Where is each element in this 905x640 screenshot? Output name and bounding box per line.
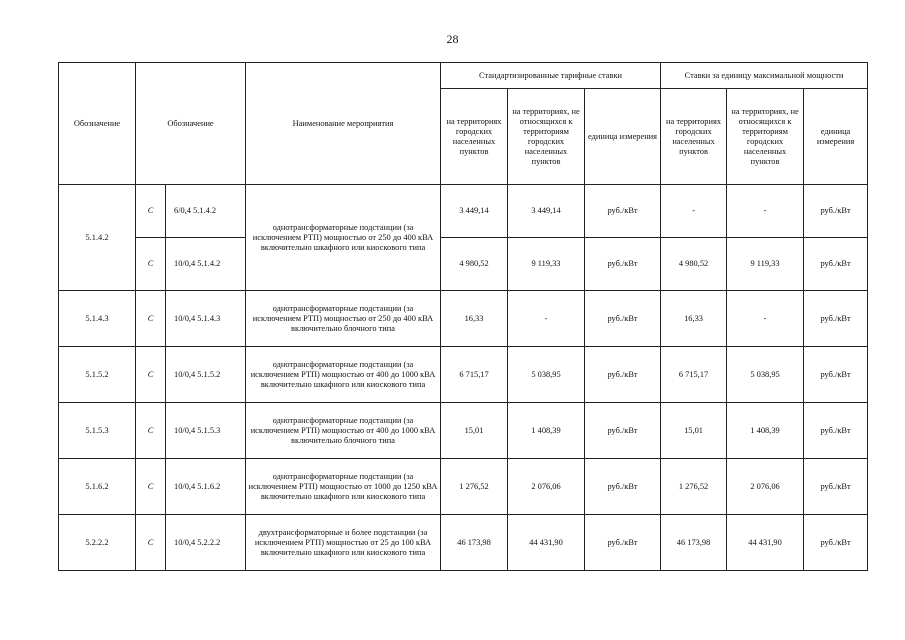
max-unit: руб./кВт (804, 291, 868, 347)
max-urban-value: 1 276,52 (661, 459, 727, 515)
symbol-c: С (136, 403, 166, 459)
max-nonurban-value: 2 076,06 (727, 459, 804, 515)
max-urban-value: 16,33 (661, 291, 727, 347)
max-nonurban-value: 44 431,90 (727, 515, 804, 571)
symbol-c: С (136, 515, 166, 571)
sub-code: 10/0,4 5.1.5.2 (166, 347, 246, 403)
header-std-unit: единица измерения (585, 89, 661, 185)
std-unit: руб./кВт (585, 403, 661, 459)
max-unit: руб./кВт (804, 347, 868, 403)
header-max-unit: единица измерения (804, 89, 868, 185)
std-unit: руб./кВт (585, 459, 661, 515)
row-code: 5.1.4.3 (59, 291, 136, 347)
measure-name: однотрансформаторные подстанции (за исключением РТП) мощностью от 400 до 1000 кВА включительно блочного типа (246, 403, 441, 459)
table-row (59, 291, 868, 347)
measure-name: однотрансформаторные подстанции (за исключением РТП) мощностью от 1000 до 1250 кВА включительно шкафного или киоскового типа (246, 459, 441, 515)
row-code: 5.1.5.3 (59, 403, 136, 459)
row-code: 5.2.2.2 (59, 515, 136, 571)
measure-name: однотрансформаторные подстанции (за исключением РТП) мощностью от 250 до 400 кВА включительно блочного типа (246, 291, 441, 347)
page-number: 28 (446, 32, 459, 46)
std-urban-value: 15,01 (441, 403, 508, 459)
row-code: 5.1.4.2 (59, 185, 136, 291)
max-nonurban-value: - (727, 291, 804, 347)
symbol-c: С (136, 291, 166, 347)
header-std-urban: на территориях городских населенных пунктов (441, 89, 508, 185)
header-max-power-rates: Ставки за единицу максимальной мощности (661, 63, 868, 89)
table-row (59, 238, 868, 291)
header-std-nonurban: на территориях, не относящихся к территориям городских населенных пунктов (508, 89, 585, 185)
symbol-c: С (136, 238, 166, 291)
table-row (59, 515, 868, 571)
max-nonurban-value: - (727, 185, 804, 238)
std-nonurban-value: - (508, 291, 585, 347)
std-nonurban-value: 1 408,39 (508, 403, 585, 459)
max-urban-value: - (661, 185, 727, 238)
table-row (59, 459, 868, 515)
symbol-c: С (136, 459, 166, 515)
std-unit: руб./кВт (585, 347, 661, 403)
measure-name: однотрансформаторные подстанции (за исключением РТП) мощностью от 400 до 1000 кВА включительно шкафного или киоскового типа (246, 347, 441, 403)
max-urban-value: 6 715,17 (661, 347, 727, 403)
std-urban-value: 1 276,52 (441, 459, 508, 515)
header-max-urban: на территориях городских населенных пунктов (661, 89, 727, 185)
std-unit: руб./кВт (585, 238, 661, 291)
std-nonurban-value: 9 119,33 (508, 238, 585, 291)
max-urban-value: 4 980,52 (661, 238, 727, 291)
max-nonurban-value: 9 119,33 (727, 238, 804, 291)
max-unit: руб./кВт (804, 459, 868, 515)
row-code: 5.1.5.2 (59, 347, 136, 403)
max-unit: руб./кВт (804, 185, 868, 238)
header-standard-rates: Стандартизированные тарифные ставки (441, 63, 661, 89)
sub-code: 10/0,4 5.1.4.3 (166, 291, 246, 347)
max-urban-value: 46 173,98 (661, 515, 727, 571)
std-nonurban-value: 44 431,90 (508, 515, 585, 571)
symbol-c: С (136, 347, 166, 403)
std-nonurban-value: 2 076,06 (508, 459, 585, 515)
sub-code: 10/0,4 5.1.4.2 (166, 238, 246, 291)
header-measure-name: Наименование мероприятия (246, 63, 441, 185)
max-unit: руб./кВт (804, 403, 868, 459)
sub-code: 6/0,4 5.1.4.2 (166, 185, 246, 238)
std-unit: руб./кВт (585, 291, 661, 347)
std-unit: руб./кВт (585, 185, 661, 238)
header-row-1 (59, 63, 868, 89)
header-designation-2: Обозначение (136, 63, 246, 185)
std-urban-value: 46 173,98 (441, 515, 508, 571)
max-urban-value: 15,01 (661, 403, 727, 459)
std-urban-value: 6 715,17 (441, 347, 508, 403)
measure-name: двухтрансформаторные и более подстанции (за исключением РТП) мощностью от 25 до 100 кВА включительно шкафного или киоскового типа (246, 515, 441, 571)
sub-code: 10/0,4 5.1.5.3 (166, 403, 246, 459)
measure-name: однотрансформаторные подстанции (за исключением РТП) мощностью от 250 до 400 кВА включительно шкафного или киоскового типа (246, 185, 441, 291)
table-row (59, 403, 868, 459)
header-max-nonurban: на территориях, не относящихся к территориям городских населенных пунктов (727, 89, 804, 185)
table-row (59, 185, 868, 238)
sub-code: 10/0,4 5.2.2.2 (166, 515, 246, 571)
std-nonurban-value: 5 038,95 (508, 347, 585, 403)
row-code: 5.1.6.2 (59, 459, 136, 515)
std-urban-value: 3 449,14 (441, 185, 508, 238)
std-urban-value: 16,33 (441, 291, 508, 347)
max-nonurban-value: 1 408,39 (727, 403, 804, 459)
max-unit: руб./кВт (804, 515, 868, 571)
std-urban-value: 4 980,52 (441, 238, 508, 291)
header-designation-1: Обозначение (59, 63, 136, 185)
symbol-c: С (136, 185, 166, 238)
std-nonurban-value: 3 449,14 (508, 185, 585, 238)
std-unit: руб./кВт (585, 515, 661, 571)
max-nonurban-value: 5 038,95 (727, 347, 804, 403)
sub-code: 10/0,4 5.1.6.2 (166, 459, 246, 515)
max-unit: руб./кВт (804, 238, 868, 291)
table-row (59, 347, 868, 403)
tariff-table (58, 62, 868, 571)
